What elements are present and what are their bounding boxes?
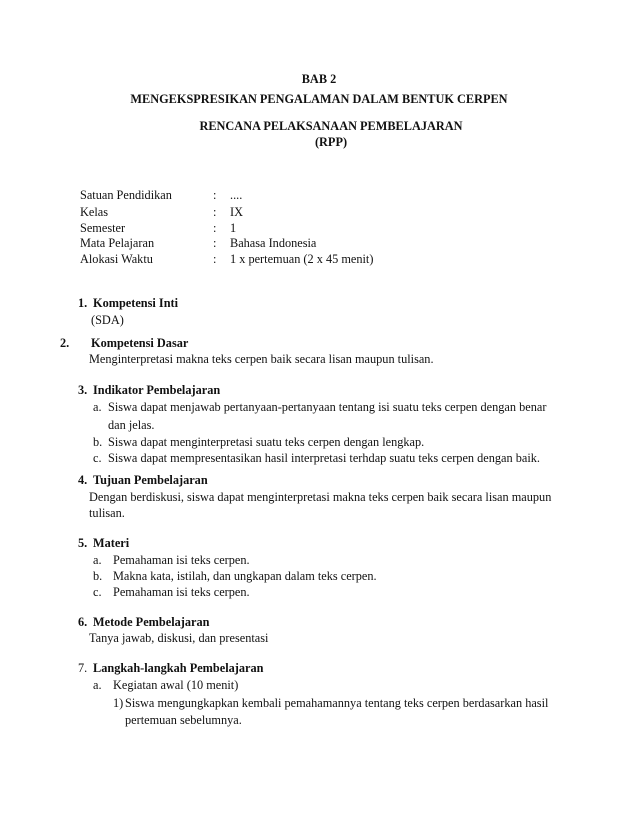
identity-label: Alokasi Waktu [80,252,153,266]
identity-label: Mata Pelajaran [80,236,155,250]
chapter-heading: BAB 2 [301,72,337,86]
list-text: Siswa dapat menginterpretasi suatu teks cerpen dengan lengkap. [108,435,425,449]
section-body: Dengan berdiskusi, siswa dapat menginterpretasi makna teks cerpen baik secara lisan maupun [89,490,552,504]
section-number: 7. [78,661,88,675]
identity-separator: : [213,252,217,266]
section-title: Metode Pembelajaran [93,615,210,629]
section-title: Tujuan Pembelajaran [93,473,208,487]
list-text: Pemahaman isi teks cerpen. [113,553,250,567]
identity-label: Kelas [80,205,108,219]
identity-value: .... [230,188,243,202]
identity-value: 1 x pertemuan (2 x 45 menit) [230,252,374,266]
step-text-continued: pertemuan sebelumnya. [125,713,242,727]
list-text: Makna kata, istilah, dan ungkapan dalam teks cerpen. [113,569,377,583]
list-marker: a. [93,553,102,567]
list-marker: a. [93,400,102,414]
identity-label: Satuan Pendidikan [80,188,172,202]
chapter-title: MENGEKSPRESIKAN PENGALAMAN DALAM BENTUK CERPEN [130,92,508,106]
list-marker: c. [93,451,102,465]
plan-abbreviation: (RPP) [314,135,348,149]
section-body-continued: tulisan. [89,506,125,520]
list-marker: c. [93,585,102,599]
list-text: Pemahaman isi teks cerpen. [113,585,250,599]
section-title: Kompetensi Inti [93,296,179,310]
section-title: Langkah-langkah Pembelajaran [93,661,264,675]
identity-label: Semester [80,221,126,235]
identity-value: Bahasa Indonesia [230,236,317,250]
section-title: Kompetensi Dasar [91,336,189,350]
list-text: Siswa dapat mempresentasikan hasil interpretasi terhdap suatu teks cerpen dengan baik. [108,451,540,465]
section-body: Tanya jawab, diskusi, dan presentasi [89,631,269,645]
section-title: Materi [93,536,130,550]
identity-separator: : [213,205,217,219]
section-number: 6. [78,615,88,629]
list-text: Siswa dapat menjawab pertanyaan-pertanyaan tentang isi suatu teks cerpen dengan benar [108,400,547,414]
step-marker: 1) [113,696,124,710]
step-text: Siswa mengungkapkan kembali pemahamannya tentang teks cerpen berdasarkan hasil [125,696,549,710]
identity-value: IX [230,205,243,219]
section-number: 1. [78,296,88,310]
list-text-continued: dan jelas. [108,418,155,432]
list-marker: b. [93,435,103,449]
section-body: Menginterpretasi makna teks cerpen baik secara lisan maupun tulisan. [89,352,434,366]
list-marker: b. [93,569,103,583]
section-title: Indikator Pembelajaran [93,383,221,397]
section-number: 5. [78,536,88,550]
section-number: 3. [78,383,88,397]
identity-separator: : [213,236,217,250]
section-number: 4. [78,473,88,487]
identity-separator: : [213,188,217,202]
identity-separator: : [213,221,217,235]
sub-marker: a. [93,678,102,692]
plan-title: RENCANA PELAKSANAAN PEMBELAJARAN [199,119,463,133]
sub-text: Kegiatan awal (10 menit) [113,678,239,692]
section-body: (SDA) [91,313,124,327]
section-number: 2. [60,336,70,350]
identity-value: 1 [230,221,237,235]
